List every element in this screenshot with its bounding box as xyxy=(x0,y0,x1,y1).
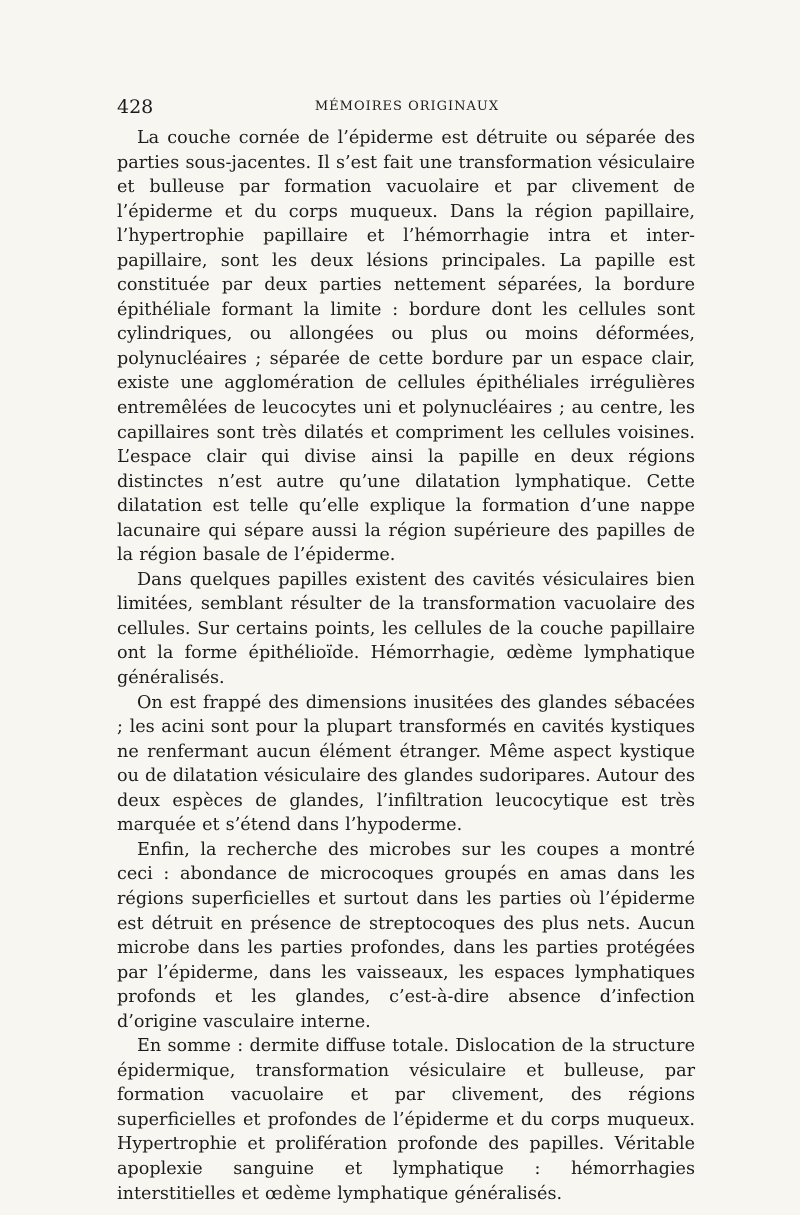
running-title: MÉMOIRES ORIGINAUX xyxy=(314,99,500,114)
paragraph-4: Enfin, la recherche des microbes sur les coupes a montré ceci : abondance de microcoques groupés en amas dans les régions superficielles et surtout dans les parties où l’épiderme est détruit en présence de streptocoques des plus nets. Aucun microbe dans les parties profondes, dans les parties protégées par l’épiderme, dans les vaisseaux, les espaces lymphatiques profonds et les glandes, c’est-à-dire absence d’infection d’origine vasculaire interne. xyxy=(117,839,695,1032)
paragraph-1: La couche cornée de l’épiderme est détruite ou séparée des parties sous-jacentes. Il s’est fait une transformation vésiculaire et bulleuse par formation vacuolaire et par clivement de l’épiderme et du corps muqueux. Dans la région papillaire, l’hypertrophie papillaire et l’hémorrhagie intra et inter-papillaire, sont les deux lésions principales. La papille est constituée par deux parties nettement séparées, la bordure épithéliale formant la limite : bordure dont les cellules sont cylindriques, ou allongées ou plus ou moins déformées, polynucléaires ; séparée de cette bordure par un espace clair, existe une agglomération de cellules épithéliales irrégulières entremêlées de leucocytes uni et polynucléaires ; au centre, les capillaires sont très dilatés et compriment les cellules voisines. L’espace clair qui divise ainsi la papille en deux régions distinctes n’est autre qu’une dilatation lymphatique. Cette dilatation est telle qu’elle explique la formation d’une nappe lacunaire qui sépare aussi la région supérieure des papilles de la région basale de l’épiderme. xyxy=(117,128,695,566)
paragraph-5: En somme : dermite diffuse totale. Dislocation de la structure épidermique, transformation vésiculaire et bulleuse, par formation vacuolaire et par clivement, des régions superficielles et profondes de l’épiderme et du corps muqueux. Hypertrophie et prolifération profonde des papilles. Véritable apoplexie sanguine et lymphatique : hémorrhagies interstitielles et œdème lymphatique généralisés. xyxy=(117,1036,695,1204)
body-text xyxy=(117,126,695,1206)
paragraph-2: Dans quelques papilles existent des cavités vésiculaires bien limitées, semblant résulter de la transformation vacuolaire des cellules. Sur certains points, les cellules de la couche papillaire ont la forme épithélioïde. Hémorrhagie, œdème lymphatique généralisés. xyxy=(117,569,695,689)
page-header xyxy=(117,96,697,120)
paragraph-3: On est frappé des dimensions inusitées des glandes sébacées ; les acini sont pour la plupart transformés en cavités kystiques ne renfermant aucun élément étranger. Même aspect kystique ou de dilatation vésiculaire des glandes sudoripares. Autour des deux espèces de glandes, l’infiltration leucocytique est très marquée et s’étend dans l’hypoderme. xyxy=(117,692,695,836)
page-number: 428 xyxy=(117,96,154,118)
